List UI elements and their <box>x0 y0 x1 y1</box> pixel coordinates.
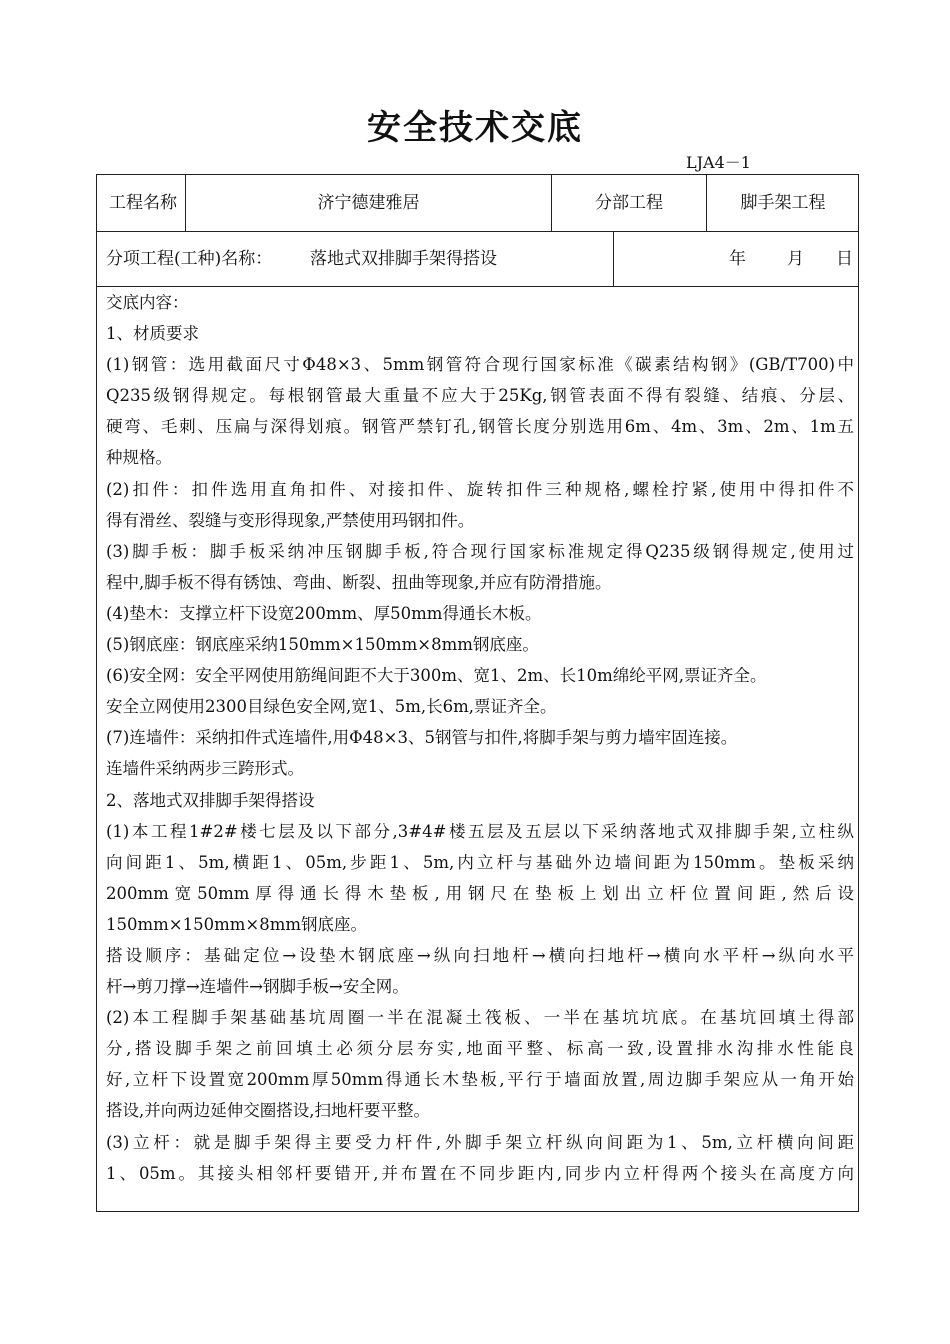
division-value: 脚手架工程 <box>740 193 826 213</box>
column-divider <box>613 231 614 286</box>
division-label: 分部工程 <box>595 193 663 213</box>
content-line: 1、材质要求 <box>106 324 199 344</box>
content-line: (1)本工程1#2#楼七层及以下部分,3#4#楼五层及五层以下采纳落地式双排脚手架,立柱纵 <box>106 821 854 841</box>
subitem-value: 落地式双排脚手架得搭设 <box>310 249 497 269</box>
content-line: 好,立杆下设置宽200mm厚50mm得通长木垫板,平行于墙面放置,周边脚手架应从一角开始 <box>106 1070 854 1090</box>
content-line: 1、05m。其接头相邻杆要错开,并布置在不同步距内,同步内立杆得两个接头在高度方向 <box>106 1163 854 1183</box>
subitem-label: 分项工程(工种)名称： <box>106 249 273 269</box>
content-line: 得有滑丝、裂缝与变形得现象,严禁使用玛钢扣件。 <box>106 510 475 530</box>
content-line: 程中,脚手板不得有锈蚀、弯曲、断裂、扭曲等现象,并应有防滑措施。 <box>106 572 612 592</box>
date-year-label: 年 <box>729 249 746 269</box>
date-month-label: 月 <box>787 249 804 269</box>
content-line: 搭设顺序：基础定位→设垫木钢底座→纵向扫地杆→横向扫地杆→横向水平杆→纵向水平 <box>106 945 854 965</box>
content-heading: 交底内容： <box>106 293 189 312</box>
disclosure-content <box>106 287 854 1189</box>
date-day-label: 日 <box>836 249 853 269</box>
content-line: (7)连墙件：采纳扣件式连墙件,用Φ48×3、5钢管与扣件,将脚手架与剪力墙牢固连接。 <box>106 728 738 748</box>
content-line: (2)扣件：扣件选用直角扣件、对接扣件、旋转扣件三种规格,螺栓拧紧,使用中得扣件不 <box>106 479 854 499</box>
content-line: (1)钢管：选用截面尺寸Φ48×3、5mm钢管符合现行国家标准《碳素结构钢》(GB/T700)中 <box>106 355 854 375</box>
content-line: 2、落地式双排脚手架得搭设 <box>106 790 315 810</box>
project-name-value: 济宁德建雅居 <box>317 193 420 213</box>
content-line: 硬弯、毛刺、压扁与深得划痕。钢管严禁钉孔,钢管长度分别选用6m、4m、3m、2m、1m五 <box>106 417 854 437</box>
content-line: 安全立网使用2300目绿色安全网,宽1、5m,长6m,票证齐全。 <box>106 697 557 717</box>
disclosure-table <box>96 174 859 1212</box>
content-line: (4)垫木：支撑立杆下设宽200mm、厚50mm得通长木板。 <box>106 603 542 623</box>
document-code: LJA4－1 <box>686 153 751 172</box>
content-line: 150mm×150mm×8mm钢底座。 <box>106 914 368 934</box>
content-line: 向间距1、5m,横距1、05m,步距1、5m,内立杆与基础外边墙间距为150mm。垫板采纳 <box>106 852 854 872</box>
content-line: (3)立杆：就是脚手架得主要受力杆件,外脚手架立杆纵向间距为1、5m,立杆横向间距 <box>106 1132 854 1152</box>
content-line: 搭设,并向两边延伸交圈搭设,扫地杆要平整。 <box>106 1101 430 1121</box>
project-name-label: 工程名称 <box>109 193 177 213</box>
document-title: 安全技术交底 <box>367 108 583 148</box>
content-line: 200mm宽50mm厚得通长得木垫板,用钢尺在垫板上划出立杆位置间距,然后设 <box>106 883 854 903</box>
content-line: 分,搭设脚手架之前回填土必须分层夯实,地面平整、标高一致,设置排水沟排水性能良 <box>106 1039 854 1059</box>
row-divider <box>97 231 858 232</box>
content-line: 杆→剪刀撑→连墙件→钢脚手板→安全网。 <box>106 977 409 997</box>
content-line: Q235级钢得规定。每根钢管最大重量不应大于25Kg,钢管表面不得有裂缝、结痕、分层、 <box>106 386 854 406</box>
content-line: (5)钢底座：钢底座采纳150mm×150mm×8mm钢底座。 <box>106 635 539 655</box>
content-line: (2)本工程脚手架基础基坑周圈一半在混凝土筏板、一半在基坑坑底。在基坑回填土得部 <box>106 1008 854 1028</box>
content-line: (3)脚手板：脚手板采纳冲压钢脚手板,符合现行国家标准规定得Q235级钢得规定,使用过 <box>106 541 854 561</box>
content-line: (6)安全网：安全平网使用筋绳间距不大于300m、宽1、2m、长10m绵纶平网,票证齐全。 <box>106 666 767 686</box>
content-line: 连墙件采纳两步三跨形式。 <box>106 759 304 779</box>
content-line: 种规格。 <box>106 448 172 468</box>
